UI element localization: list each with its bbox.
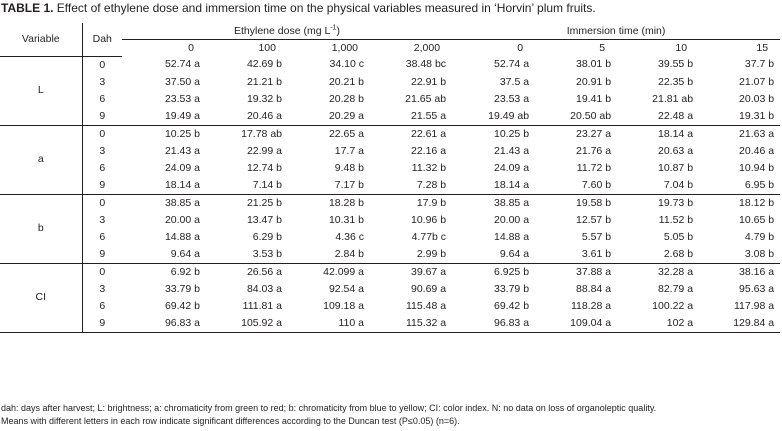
value-cell: 7.04 b	[617, 177, 699, 195]
value-cell: 17.78 ab	[241, 127, 282, 140]
value-cell: 23.53 a	[494, 92, 530, 105]
column-header: 100	[258, 42, 276, 54]
table-row	[0, 56, 780, 74]
table-row	[0, 298, 780, 315]
value-cell: 26.56 a	[246, 265, 282, 278]
value-cell: 21.43 a	[494, 144, 530, 157]
value-cell: 10.96 b	[411, 213, 447, 226]
value-cell: 4.77b c	[411, 230, 447, 243]
value-cell: 6.92 b	[170, 265, 200, 278]
table-body	[0, 56, 780, 332]
value-cell: 9.48 b	[334, 161, 364, 174]
value-cell: 23.53 a	[164, 92, 200, 105]
value-cell: 3.08 b	[699, 246, 780, 264]
value-cell: 90.69 a	[411, 282, 447, 295]
value-cell: 10.25 b	[494, 127, 530, 140]
value-cell: 22.61 a	[411, 127, 447, 140]
value-cell: 11.32 b	[411, 161, 447, 174]
value-cell: 32.28 a	[658, 265, 694, 278]
value-cell: 21.81 ab	[652, 92, 694, 105]
dah-cell: 6	[99, 230, 106, 243]
value-cell: 22.16 a	[411, 144, 447, 157]
value-cell: 95.63 a	[739, 282, 775, 295]
table-row	[0, 212, 780, 229]
value-cell: 10.31 b	[328, 213, 364, 226]
value-cell: 18.14 a	[452, 177, 535, 195]
value-cell: 14.88 a	[164, 230, 200, 243]
dah-cell: 3	[99, 282, 106, 295]
value-cell: 110 a	[288, 315, 370, 333]
immersion-time-header: Immersion time (min)	[452, 23, 780, 40]
value-cell: 4.36 c	[335, 230, 364, 243]
table-row	[0, 160, 780, 177]
value-cell: 5.57 b	[581, 230, 612, 243]
dah-cell: 9	[82, 108, 122, 126]
value-cell: 2.68 b	[617, 246, 699, 264]
variable-label: L	[0, 56, 82, 125]
value-cell: 37.5 a	[499, 75, 530, 88]
value-cell: 52.74 a	[494, 58, 530, 71]
value-cell: 20.46 a	[206, 108, 288, 126]
table-caption	[1, 0, 596, 16]
value-cell: 42.69 b	[246, 58, 282, 71]
table-row	[0, 91, 780, 108]
value-cell: 115.32 a	[370, 315, 452, 333]
value-cell: 11.52 b	[658, 213, 694, 226]
value-cell: 22.91 b	[411, 75, 447, 88]
value-cell: 38.16 a	[739, 265, 775, 278]
value-cell: 102 a	[617, 315, 699, 333]
value-cell: 38.01 b	[576, 58, 612, 71]
value-cell: 88.84 a	[576, 282, 612, 295]
value-cell: 13.47 b	[246, 213, 282, 226]
value-cell: 6.95 b	[699, 177, 780, 195]
table-row	[0, 194, 780, 212]
table-row	[0, 74, 780, 91]
value-cell: 69.42 b	[494, 299, 530, 312]
value-cell: 38.48 bc	[405, 58, 447, 71]
value-cell: 12.57 b	[576, 213, 612, 226]
value-cell: 3.61 b	[535, 246, 617, 264]
value-cell: 38.85 a	[164, 196, 200, 209]
value-cell: 6.925 b	[494, 265, 530, 278]
value-cell: 109.04 a	[535, 315, 617, 333]
column-header: 15	[756, 42, 769, 54]
value-cell: 24.09 a	[164, 161, 200, 174]
value-cell: 22.65 a	[328, 127, 364, 140]
value-cell: 17.7 a	[334, 144, 364, 157]
value-cell: 19.73 b	[658, 196, 694, 209]
value-cell: 9.64 a	[122, 246, 206, 264]
value-cell: 109.18 a	[323, 299, 364, 312]
value-cell: 22.99 a	[246, 144, 282, 157]
value-cell: 19.49 ab	[452, 108, 535, 126]
value-cell: 10.25 b	[164, 127, 200, 140]
value-cell: 18.14 a	[658, 127, 694, 140]
value-cell: 19.31 b	[699, 108, 780, 126]
table-row	[0, 229, 780, 246]
value-cell: 21.76 a	[576, 144, 612, 157]
value-cell: 19.41 b	[576, 92, 612, 105]
table-row	[0, 125, 780, 143]
value-cell: 11.72 b	[576, 161, 612, 174]
dah-cell: 0	[99, 265, 106, 278]
table-row	[0, 177, 780, 195]
value-cell: 20.91 b	[576, 75, 612, 88]
value-cell: 20.00 a	[494, 213, 530, 226]
value-cell: 69.42 b	[164, 299, 200, 312]
value-cell: 115.48 a	[405, 299, 447, 312]
value-cell: 6.29 b	[252, 230, 282, 243]
dah-cell: 3	[99, 144, 106, 157]
value-cell: 37.50 a	[164, 75, 200, 88]
value-cell: 7.17 b	[288, 177, 370, 195]
variable-label: b	[0, 194, 82, 263]
table-row	[0, 246, 780, 264]
dah-cell: 0	[99, 58, 106, 71]
value-cell: 38.85 a	[494, 196, 530, 209]
value-cell: 37.88 a	[576, 265, 612, 278]
table-row	[0, 143, 780, 160]
value-cell: 17.9 b	[416, 196, 447, 209]
column-header: 0	[517, 42, 524, 54]
data-table	[0, 23, 780, 333]
value-cell: 10.94 b	[739, 161, 775, 174]
value-cell: 118.28 a	[570, 299, 612, 312]
dah-cell: 9	[82, 315, 122, 333]
value-cell: 19.32 b	[246, 92, 282, 105]
variable-label: a	[0, 125, 82, 194]
value-cell: 105.92 a	[206, 315, 288, 333]
value-cell: 7.28 b	[370, 177, 452, 195]
value-cell: 34.10 c	[329, 58, 364, 71]
value-cell: 12.74 b	[246, 161, 282, 174]
value-cell: 9.64 a	[452, 246, 535, 264]
value-cell: 96.83 a	[452, 315, 535, 333]
ethylene-dose-header: Ethylene dose (mg $L^{-1}$)	[122, 23, 452, 40]
value-cell: 21.21 b	[246, 75, 282, 88]
footnote	[1, 402, 656, 428]
value-cell: 22.35 b	[658, 75, 694, 88]
column-header: 5	[599, 42, 606, 54]
value-cell: 20.63 a	[658, 144, 694, 157]
value-cell: 3.53 b	[206, 246, 288, 264]
value-cell: 21.55 a	[370, 108, 452, 126]
table-title: Effect of ethylene dose and immersion time on the physical variables measured in ‘Horvin’ plum fruits.	[53, 1, 596, 15]
dah-header: Dah	[82, 23, 122, 56]
variable-label: CI	[0, 263, 82, 332]
dah-cell: 0	[99, 196, 106, 209]
table-row	[0, 315, 780, 333]
dah-cell: 6	[99, 92, 106, 105]
value-cell: 20.28 b	[328, 92, 364, 105]
column-header: 2,000	[413, 42, 441, 54]
value-cell: 5.05 b	[663, 230, 694, 243]
value-cell: 21.63 a	[739, 127, 775, 140]
value-cell: 129.84 a	[699, 315, 780, 333]
value-cell: 18.14 a	[122, 177, 206, 195]
value-cell: 42.099 a	[323, 265, 364, 278]
column-header: 1,000	[331, 42, 358, 54]
value-cell: 82.79 a	[658, 282, 694, 295]
table-row	[0, 263, 780, 281]
value-cell: 4.79 b	[744, 230, 775, 243]
value-cell: 37.7 b	[744, 58, 775, 71]
value-cell: 92.54 a	[328, 282, 364, 295]
header-row-1	[0, 23, 780, 40]
value-cell: 14.88 a	[494, 230, 530, 243]
value-cell: 39.55 b	[658, 58, 694, 71]
value-cell: 117.98 a	[733, 299, 775, 312]
value-cell: 21.25 b	[246, 196, 282, 209]
value-cell: 20.50 ab	[535, 108, 617, 126]
value-cell: 2.99 b	[370, 246, 452, 264]
dah-cell: 3	[99, 75, 106, 88]
table-row	[0, 108, 780, 126]
value-cell: 20.46 a	[739, 144, 775, 157]
value-cell: 7.14 b	[206, 177, 288, 195]
value-cell: 100.22 a	[652, 299, 694, 312]
value-cell: 19.49 a	[122, 108, 206, 126]
value-cell: 20.00 a	[164, 213, 200, 226]
value-cell: 20.21 b	[328, 75, 364, 88]
value-cell: 23.27 a	[576, 127, 612, 140]
value-cell: 21.07 b	[739, 75, 775, 88]
variable-header: Variable	[0, 23, 82, 56]
value-cell: 39.67 a	[411, 265, 447, 278]
value-cell: 2.84 b	[288, 246, 370, 264]
dah-cell: 9	[82, 177, 122, 195]
dah-cell: 6	[99, 299, 106, 312]
value-cell: 96.83 a	[122, 315, 206, 333]
value-cell: 18.28 b	[328, 196, 364, 209]
footnote-line-1: dah: days after harvest; L: brightness; a: chromaticity from green to red; b: chromaticity from blue to yellow; CI: color index. N: no data on loss of organoleptic quality.	[1, 403, 657, 413]
value-cell: 84.03 a	[246, 282, 282, 295]
value-cell: 19.58 b	[576, 196, 612, 209]
dah-cell: 3	[99, 213, 106, 226]
value-cell: 21.43 a	[164, 144, 200, 157]
value-cell: 20.03 b	[739, 92, 775, 105]
value-cell: 21.65 ab	[405, 92, 447, 105]
value-cell: 24.09 a	[494, 161, 530, 174]
value-cell: 22.48 a	[617, 108, 699, 126]
value-cell: 20.29 a	[288, 108, 370, 126]
footnote-line-2: Means with different letters in each row indicate significant differences according to the Duncan test (P≤0.05) (n=6).	[1, 416, 460, 426]
column-header: 10	[675, 42, 688, 54]
dah-cell: 6	[99, 161, 106, 174]
dah-cell: 0	[99, 127, 106, 140]
dah-cell: 9	[82, 246, 122, 264]
value-cell: 33.79 b	[494, 282, 530, 295]
value-cell: 111.81 a	[242, 299, 282, 312]
table-label: TABLE 1.	[1, 1, 54, 15]
value-cell: 33.79 b	[164, 282, 200, 295]
column-header: 0	[188, 42, 194, 54]
value-cell: 10.65 b	[739, 213, 775, 226]
value-cell: 7.60 b	[535, 177, 617, 195]
value-cell: 18.12 b	[739, 196, 775, 209]
table-row	[0, 281, 780, 298]
value-cell: 52.74 a	[164, 58, 200, 71]
value-cell: 10.87 b	[658, 161, 694, 174]
